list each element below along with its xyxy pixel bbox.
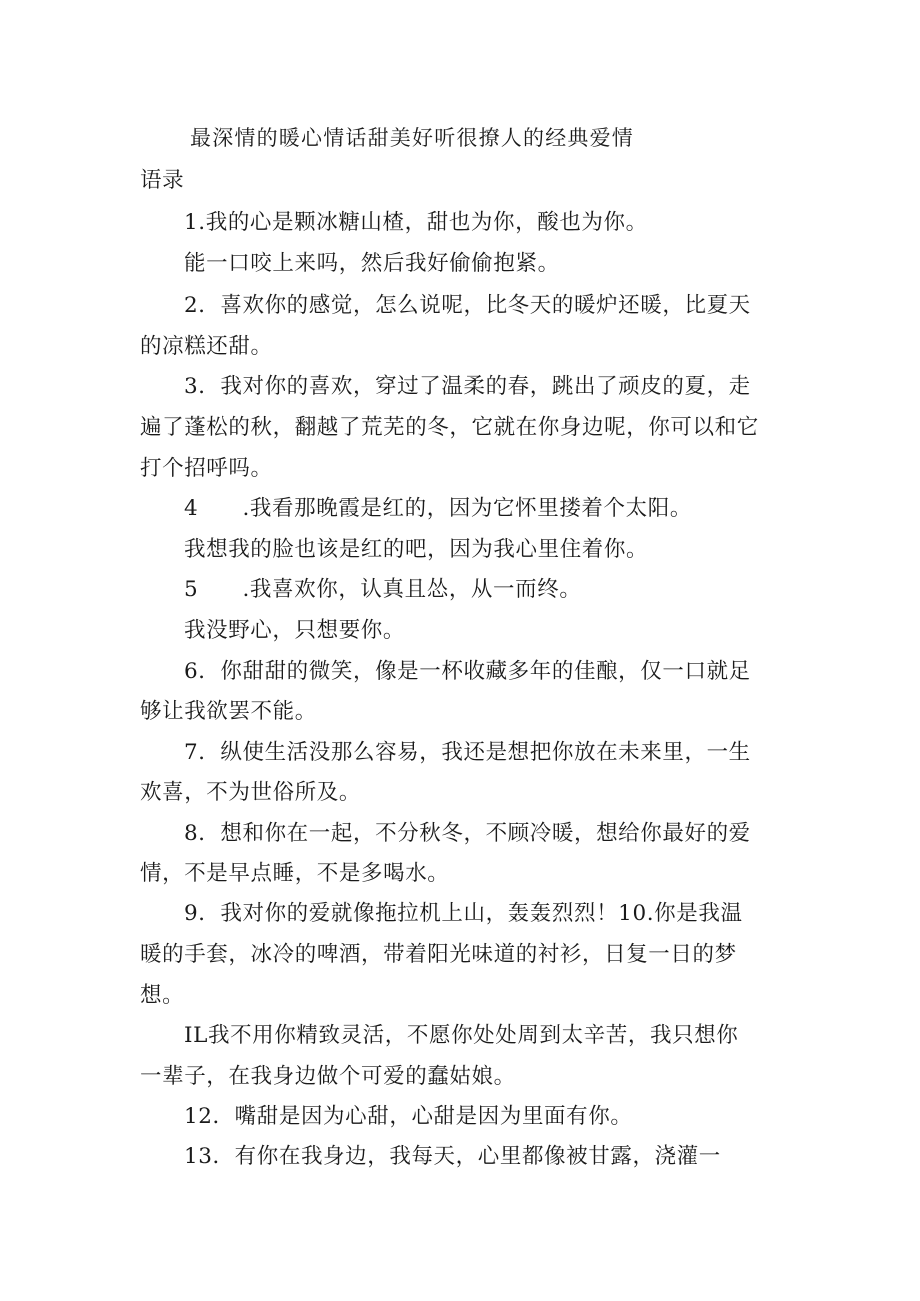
paragraph-line: 的凉糕还甜。: [140, 334, 273, 359]
paragraph-line: 我没野心，只想要你。: [184, 618, 406, 643]
paragraph-line: 暖的手套，冰冷的啤酒，带着阳光味道的衬衫，日复一日的梦: [140, 942, 737, 967]
paragraph-line: 13．有你在我身边，我每天，心里都像被甘露，浇灌一: [184, 1144, 721, 1169]
paragraph-line: 打个招呼吗。: [140, 456, 273, 481]
paragraph-line: 4 .我看那晚霞是红的，因为它怀里搂着个太阳。: [184, 496, 692, 521]
paragraph-line: 1.我的心是颗冰糖山楂，甜也为你，酸也为你。: [184, 210, 648, 235]
paragraph-line: 我想我的脸也该是红的吧，因为我心里住着你。: [184, 537, 649, 562]
paragraph-line: 够让我欲罢不能。: [140, 699, 317, 724]
paragraph-line: 7．纵使生活没那么容易，我还是想把你放在未来里，一生: [184, 740, 751, 765]
paragraph-line: IL我不用你精致灵活，不愿你处处周到太辛苦，我只想你: [184, 1023, 739, 1048]
paragraph-line: 8．想和你在一起，不分秋冬，不顾冷暖，想给你最好的爱: [184, 821, 751, 846]
document-title: 最深情的暖心情话甜美好听很撩人的经典爱情: [190, 126, 634, 150]
paragraph-line: 遍了蓬松的秋，翻越了荒芜的冬，它就在你身边呢，你可以和它: [140, 415, 759, 440]
paragraph-line: 9．我对你的爱就像拖拉机上山，轰轰烈烈！10.你是我温: [184, 901, 743, 926]
paragraph-line: 12．嘴甜是因为心甜，心甜是因为里面有你。: [184, 1104, 633, 1129]
paragraph-line: 6．你甜甜的微笑，像是一杯收藏多年的佳酿，仅一口就足: [184, 659, 751, 684]
paragraph-line: 3．我对你的喜欢，穿过了温柔的春，跳出了顽皮的夏，走: [184, 374, 751, 399]
paragraph-line: 想。: [140, 983, 185, 1008]
paragraph-line: 5 .我喜欢你，认真且怂，从一而终。: [184, 577, 582, 602]
paragraph-line: 能一口咬上来吗，然后我好偷偷抱紧。: [184, 251, 560, 276]
paragraph-line: 情，不是早点睡，不是多喝水。: [140, 861, 450, 886]
paragraph-line: 一辈子，在我身边做个可爱的蠢姑娘。: [140, 1064, 516, 1089]
paragraph-line: 2．喜欢你的感觉，怎么说呢，比冬天的暖炉还暖，比夏天: [184, 293, 751, 318]
document-title-continued: 语录: [140, 168, 185, 193]
paragraph-line: 欢喜，不为世俗所及。: [140, 780, 362, 805]
